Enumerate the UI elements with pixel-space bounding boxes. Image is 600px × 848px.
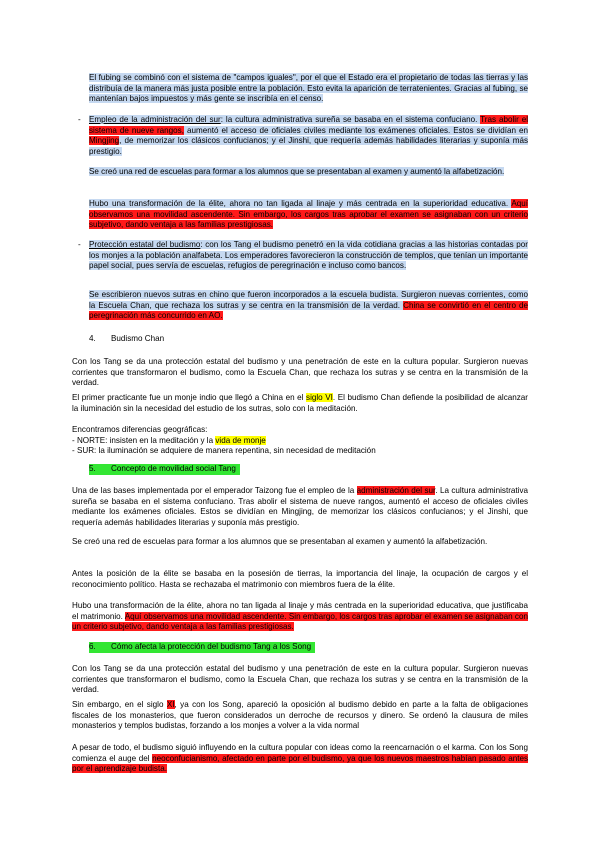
heading-movilidad-social: 5. Concepto de movilidad social Tang: [89, 464, 240, 475]
paragraph-diferencias-geograficas: Encontramos diferencias geográficas: - NORTE: insisten en la meditación y la vida de monje - SUR: la iluminación se adquiere de manera repentina, sin necesidad de meditación: [72, 425, 528, 457]
paragraph-fubing: El fubing se combinó con el sistema de "campos iguales", por el que el Estado era el propietario de todas las tierras y las distribuía de la manera más justa posible entre la población. Esto evita la aparición de terratenientes. Gracias al fubing, se mantenían bajos impuestos y más gente se inscribía en el censo.: [89, 73, 528, 104]
list-item-norte: - NORTE: insisten en la meditación y la vida de monje: [72, 435, 266, 445]
paragraph-escuelas: Se creó una red de escuelas para formar a los alumnos que se presentaban al examen y aumentó la alfabetización.: [89, 167, 505, 176]
paragraph-posicion-elite: Antes la posición de la élite se basaba en la posesión de tierras, la importancia del linaje, la ocupación de cargos y el reconocimiento político. Hasta se rechazaba el matrimonio con miembros fuera de la élite.: [72, 569, 528, 589]
paragraph-neoconfucianismo: A pesar de todo, el budismo siguió influyendo en la cultura popular con ideas como la reencarnación o el karma. Con los Song comienza el auge del neoconfucianismo, afectado en parte por el budismo, ya que los nuevos maestros habían pasado antes por el aprendizaje budista.: [72, 743, 528, 774]
paragraph-escuelas-2: Se creó una red de escuelas para formar a los alumnos que se presentaban al examen y aumentó la alfabetización.: [72, 537, 488, 546]
paragraph-taizong: Una de las bases implementada por el emperador Taizong fue el empleo de la administración del sur. La cultura administrativa sureña se basaba en el sistema confuciano. Tras abolir el sistema de nueve rangos, aumentó el acceso de oficiales civiles mediante los exámenes oficiales. Estos se dividían en Mingjing, de memorizar los clásicos confucianos; y el Jinshi, que requería además habilidades literarias y suponía más prestigio.: [72, 486, 528, 527]
bullet-administracion-sur: - Empleo de la administración del sur: la cultura administrativa sureña se basaba en el sistema confuciano. Tras abolir el sistema de nueve rangos, aumentó el acceso de oficiales civiles mediante los exámenes oficiales. Estos se dividían en Mingjing, de memorizar los clásicos confucianos; y el Jinshi, que requería además habilidades literarias y suponía más prestigio.: [78, 115, 529, 156]
bullet-title: Empleo de la administración del sur: [89, 115, 221, 124]
paragraph-sutras: Se escribieron nuevos sutras en chino que fueron incorporados a la escuela budista. Surgieron nuevas corrientes, como la Escuela Chan, que rechaza los sutras y se centra en la transmisión de la verdad. China se convirtió en el centro de peregrinación más concurrido en AO.: [89, 290, 528, 321]
heading-budismo-song: 6. Cómo afecta la protección del budismo Tang a los Song: [89, 642, 315, 653]
paragraph-tang-budismo: Con los Tang se da una protección estatal del budismo y una penetración de este en la cultura popular. Surgieron nuevas corrientes que transformaron el budismo, como la Escuela Chan, que rechaza los sutras y se centra en la transmisión de la verdad.: [72, 357, 528, 388]
bullet-dash: -: [78, 115, 81, 124]
paragraph-tang-budismo-2: Con los Tang se da una protección estatal del budismo y una penetración de este en la cultura popular. Surgieron nuevas corrientes que transformaron el budismo, como la Escuela Chan, que rechaza los sutras y se centra en la transmisión de la verdad.: [72, 664, 528, 695]
bullet-title: Protección estatal del budismo: [89, 240, 201, 249]
bullet-proteccion-budismo: - Protección estatal del budismo: con los Tang el budismo penetró en la vida cotidiana gracias a las historias contadas por los monjes a la población analfabeta. Los emperadores favorecieron la construcción de templos, que tenían un importante papel social, pues servía de escuelas, refugios de peregrinación e incluso como bancos.: [78, 240, 528, 271]
heading-budismo-chan: 4. Budismo Chan: [89, 334, 165, 343]
paragraph-transformacion-elite: Hubo una transformación de la élite, ahora no tan ligada al linaje y más centrada en la superioridad educativa, que justificaba el matrimonio. Aquí observamos una movilidad ascendente. Sin embargo, los cargos tras aprobar el examen se asignaban con un criterio subjetivo, dando ventaja a las familias prestigiosas.: [72, 601, 528, 632]
list-item-sur: - SUR: la iluminación se adquiere de manera repentina, sin necesidad de meditación: [72, 446, 376, 456]
paragraph-siglo-xi: Sin embargo, en el siglo XI, ya con los Song, apareció la oposición al budismo debido en parte a la falta de obligaciones fiscales de los monasterios, que fueron considerados un derroche de recursos y dinero. Se ordenó la clausura de miles monasterios y templos budistas, forzando a los monjes a volver a la vida normal: [72, 700, 528, 731]
bullet-dash: -: [78, 240, 81, 249]
paragraph-elite: Hubo una transformación de la élite, ahora no tan ligada al linaje y más centrada en la superioridad educativa. Aquí observamos una movilidad ascendente. Sin embargo, los cargos tras aprobar el examen se asignaban con un criterio subjetivo, dando ventaja a las familias prestigiosas.: [89, 199, 528, 230]
paragraph-primer-practicante: El primer practicante fue un monje indio que llegó a China en el siglo VI. El budismo Chan defiende la posibilidad de alcanzar la iluminación sin la necesidad del estudio de los sutras, solo con la meditación.: [72, 393, 528, 413]
